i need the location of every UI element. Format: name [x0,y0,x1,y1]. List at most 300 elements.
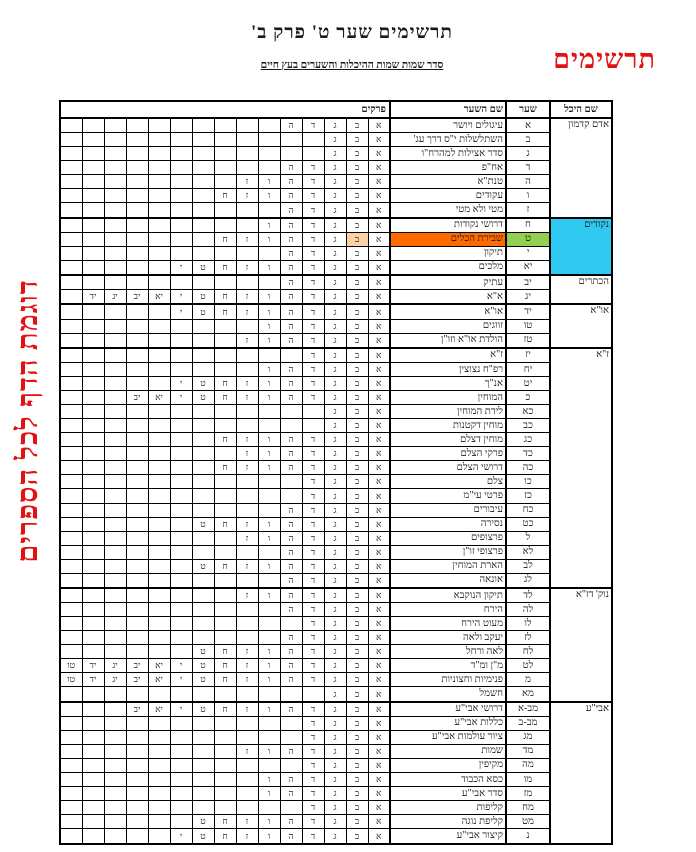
chapter-cell: ח [214,260,236,275]
chapter-cell [148,801,170,815]
chapter-cell [60,377,82,391]
chapter-cell: יא [148,702,170,717]
chapter-cell [214,730,236,744]
chapter-cell [60,617,82,631]
chapter-cell: ג [324,801,346,815]
chapter-cell [236,631,258,645]
gate-cell: מד [506,744,550,758]
chapter-cell: א [368,275,390,290]
chapter-cell [280,419,302,433]
table-row [60,687,612,702]
chapter-cell: ט [192,829,214,844]
chapter-cell [126,147,148,161]
chapter-cell: ח [214,659,236,673]
chapter-cell: ג [324,559,346,573]
chapter-cell: ה [280,246,302,260]
chapter-cell [126,730,148,744]
chapter-cell: ב [346,461,368,475]
gate-cell: לא [506,545,550,559]
chapter-cell: יב [126,702,148,717]
chapter-cell [148,319,170,333]
chapter-cell: ה [280,260,302,275]
chapter-cell: ג [324,290,346,305]
chapter-cell [82,118,104,133]
chapter-cell [104,772,126,786]
chapter-cell [170,161,192,175]
chapter-cell: א [368,290,390,305]
gate-cell: ז [506,203,550,218]
chapter-cell [192,573,214,588]
chapter-cell: ח [214,189,236,203]
gate-cell: מז [506,787,550,801]
chapter-cell [192,801,214,815]
chapter-cell: יד [82,659,104,673]
chapter-cell: ב [346,716,368,730]
chapter-cell [60,559,82,573]
table-row [60,275,612,290]
table-row [60,189,612,203]
chapter-cell [214,319,236,333]
chapter-cell [236,545,258,559]
gate-name-cell: דרושי נקודות [390,218,506,233]
chapter-cell [82,744,104,758]
table-row [60,419,612,433]
chapter-cell [126,645,148,659]
chapter-cell [148,829,170,844]
chapter-cell [280,687,302,702]
chapter-cell: ו [258,433,280,447]
gate-cell: כט [506,517,550,531]
chapter-cell [82,815,104,829]
gate-cell: לב [506,559,550,573]
chapter-cell [82,232,104,246]
chapter-cell: א [368,517,390,531]
gate-name-cell: מעוט הירח [390,617,506,631]
table-row [60,787,612,801]
chapter-cell: ו [258,588,280,603]
side-note: דוגמת הדף לכל הספרים [12,279,44,563]
chapter-cell: ג [324,545,346,559]
chapter-cell [82,559,104,573]
chapter-cell [214,603,236,617]
gate-cell: ו [506,189,550,203]
chapter-cell: ב [346,517,368,531]
chapter-cell: ב [346,829,368,844]
chapter-cell: ט [192,659,214,673]
chapter-cell [82,189,104,203]
chapter-cell [170,730,192,744]
chapter-cell: ו [258,333,280,348]
chapter-cell [60,744,82,758]
chapter-cell: ב [346,758,368,772]
chapter-cell [214,772,236,786]
chapter-cell [258,147,280,161]
gate-name-cell: מוחין דקטנות [390,419,506,433]
chapter-cell [170,348,192,363]
chapter-cell: ד [302,801,324,815]
chapter-cell [236,419,258,433]
chapter-cell: א [368,815,390,829]
table-row [60,603,612,617]
chapter-cell [104,588,126,603]
chapter-cell [82,161,104,175]
gate-cell: מא [506,687,550,702]
chapter-cell: א [368,829,390,844]
chapter-cell [82,603,104,617]
chapter-cell: ה [280,377,302,391]
chapter-cell: א [368,801,390,815]
chapter-cell [258,246,280,260]
chapter-cell: ו [258,815,280,829]
chapter-cell: א [368,503,390,517]
gate-cell: כח [506,503,550,517]
chapter-cell [82,517,104,531]
chapter-cell: ד [302,631,324,645]
chapter-cell [104,377,126,391]
chapter-cell: ג [324,133,346,147]
chapter-cell [192,175,214,189]
chapter-cell [148,744,170,758]
chapter-cell [104,730,126,744]
page-subtitle: סדר שמות שמות ההיכלות והשערים בעץ חיים [260,60,444,71]
chapter-cell [236,348,258,363]
chapter-cell: ב [346,801,368,815]
chapter-cell: ח [214,232,236,246]
chapter-cell [170,461,192,475]
chapter-cell: ב [346,573,368,588]
chapter-cell [192,433,214,447]
chapter-cell [126,246,148,260]
chapter-cell: ג [324,659,346,673]
chapter-cell: ב [346,348,368,363]
chapter-cell: ה [280,203,302,218]
gate-cell: יא [506,260,550,275]
chapter-cell [148,133,170,147]
gate-name-cell: אח"פ [390,161,506,175]
table-row [60,645,612,659]
chapter-cell: ו [258,319,280,333]
chapter-cell: יא [148,290,170,305]
chapter-cell [60,290,82,305]
chapter-cell: ב [346,333,368,348]
chapter-cell [214,687,236,702]
gate-name-cell: שבירת הכלים [390,232,506,246]
chapter-cell [214,489,236,503]
chapter-cell: ז [236,333,258,348]
hall-cell: הכתרים [550,275,612,304]
gate-cell: מג [506,730,550,744]
chapter-cell [280,348,302,363]
chapter-cell: ו [258,772,280,786]
chapter-cell [82,631,104,645]
chapter-cell: א [368,333,390,348]
chapter-cell [148,203,170,218]
chapter-cell [236,573,258,588]
chapter-cell [60,304,82,319]
chapter-cell [148,603,170,617]
chapter-cell [170,275,192,290]
table-row [60,246,612,260]
gate-name-cell: יעקב ולאה [390,631,506,645]
chapter-cell [214,147,236,161]
chapter-cell: ג [324,447,346,461]
gate-name-cell: דרושי אבי"ע [390,702,506,717]
chapter-cell: ו [258,531,280,545]
chapter-cell [214,175,236,189]
chapter-cell [302,133,324,147]
gate-cell: לה [506,603,550,617]
chapter-cell: ו [258,744,280,758]
chapter-cell: ג [324,260,346,275]
chapter-cell [170,787,192,801]
table-row [60,475,612,489]
chapter-cell [126,161,148,175]
chapter-cell: ח [214,815,236,829]
chapter-cell [82,133,104,147]
table-row [60,391,612,405]
chapter-cell [258,405,280,419]
chapter-cell [236,772,258,786]
chapter-cell [280,758,302,772]
chapter-cell: ח [214,829,236,844]
chapter-cell [214,161,236,175]
chapter-cell [82,203,104,218]
chapter-cell: ד [302,716,324,730]
chapter-cell [126,787,148,801]
chapter-cell [82,617,104,631]
chapter-cell: ו [258,447,280,461]
chapter-cell: ג [324,203,346,218]
chapter-cell: ד [302,787,324,801]
table-row [60,203,612,218]
column-header-gate-name: שם השער [390,101,506,118]
gate-cell: כו [506,475,550,489]
chapter-cell [148,161,170,175]
chapter-cell [192,617,214,631]
chapter-cell: ד [302,189,324,203]
chapter-cell: ב [346,559,368,573]
chapter-cell: ג [324,319,346,333]
chapter-cell: ג [324,304,346,319]
chapter-cell [148,489,170,503]
gate-name-cell: פרקי הצלם [390,447,506,461]
chapter-cell: א [368,405,390,419]
table-row [60,503,612,517]
chapter-cell [258,489,280,503]
chapter-cell: ט [192,304,214,319]
chapter-cell: ג [324,218,346,233]
chapter-cell: א [368,573,390,588]
chapter-cell [82,475,104,489]
table-row [60,461,612,475]
chapter-cell [170,319,192,333]
chapter-cell: א [368,260,390,275]
chapter-cell: ב [346,391,368,405]
chapter-cell: א [368,203,390,218]
chapter-cell [192,333,214,348]
chapter-cell [148,118,170,133]
table-row [60,617,612,631]
table-row [60,631,612,645]
chapter-cell [126,304,148,319]
chapter-cell: ג [324,603,346,617]
chapter-cell [258,603,280,617]
chapter-cell: ה [280,744,302,758]
chapter-cell [82,730,104,744]
chapter-cell: ו [258,645,280,659]
chapter-cell [192,758,214,772]
gate-cell: לח [506,645,550,659]
chapter-cell: ה [280,304,302,319]
chapter-cell [214,787,236,801]
chapter-cell [302,147,324,161]
chapter-cell: ה [280,503,302,517]
chapter-cell: ד [302,203,324,218]
chapter-cell: ד [302,363,324,377]
chapter-cell [258,419,280,433]
chapter-cell [82,333,104,348]
chapter-cell: ג [324,118,346,133]
table-row [60,363,612,377]
gate-name-cell: או"א [390,304,506,319]
chapter-cell: ד [302,829,324,844]
chapter-cell: ג [324,147,346,161]
chapter-cell: ו [258,260,280,275]
chapter-cell [192,730,214,744]
chapter-cell [82,433,104,447]
gate-cell: כא [506,405,550,419]
gate-cell: מה [506,758,550,772]
chapter-cell: י [170,659,192,673]
index-table [59,100,613,845]
chapter-cell: ו [258,673,280,687]
chapter-cell [148,559,170,573]
gate-name-cell: עקודים [390,189,506,203]
chapter-cell [60,588,82,603]
chapter-cell [104,744,126,758]
chapter-cell [192,489,214,503]
chapter-cell [170,232,192,246]
gate-name-cell: מוחין דצלם [390,433,506,447]
chapter-cell: ב [346,447,368,461]
chapter-cell [82,461,104,475]
chapter-cell: ב [346,531,368,545]
chapter-cell [148,631,170,645]
chapter-cell: ב [346,260,368,275]
gate-name-cell: לידת המוחין [390,405,506,419]
chapter-cell: ג [324,531,346,545]
chapter-cell [126,744,148,758]
chapter-cell [82,772,104,786]
chapter-cell [82,218,104,233]
chapter-cell: ג [324,232,346,246]
chapter-cell [170,617,192,631]
chapter-cell: ד [302,673,324,687]
chapter-cell [126,118,148,133]
chapter-cell [148,333,170,348]
chapter-cell [104,503,126,517]
chapter-cell [148,218,170,233]
chapter-cell: ג [324,815,346,829]
chapter-cell [104,405,126,419]
chapter-cell [170,218,192,233]
chapter-cell [236,275,258,290]
chapter-cell [104,246,126,260]
chapter-cell: ח [214,702,236,717]
chapter-cell: ד [302,545,324,559]
chapter-cell: ב [346,189,368,203]
chapter-cell [126,175,148,189]
gate-cell: מח [506,801,550,815]
chapter-cell: ח [214,433,236,447]
chapter-cell [214,744,236,758]
chapter-cell: ב [346,363,368,377]
chapter-cell: ג [324,333,346,348]
chapter-cell [170,433,192,447]
index-table-container [59,100,613,845]
gate-name-cell: הארת המוחין [390,559,506,573]
chapter-cell [280,475,302,489]
chapter-cell: ד [302,744,324,758]
chapter-cell: ה [280,631,302,645]
chapter-cell: ג [324,489,346,503]
chapter-cell: ו [258,787,280,801]
chapter-cell [236,603,258,617]
chapter-cell [236,730,258,744]
chapter-cell: ב [346,617,368,631]
chapter-cell: ב [346,475,368,489]
chapter-cell [60,391,82,405]
chapter-cell [170,716,192,730]
gate-cell: לט [506,659,550,673]
chapter-cell [192,363,214,377]
chapter-cell [82,175,104,189]
chapter-cell: ה [280,363,302,377]
chapter-cell: ד [302,531,324,545]
chapter-cell: ה [280,673,302,687]
chapter-cell: ב [346,133,368,147]
chapter-cell [280,716,302,730]
chapter-cell [126,260,148,275]
table-row [60,531,612,545]
chapter-cell: ד [302,461,324,475]
gate-name-cell: הירח [390,603,506,617]
chapter-cell [104,801,126,815]
gate-name-cell: כללות אבי"ע [390,716,506,730]
chapter-cell: ב [346,419,368,433]
chapter-cell [126,377,148,391]
chapter-cell [104,829,126,844]
chapter-cell: ב [346,588,368,603]
chapter-cell [104,363,126,377]
gate-cell: כ [506,391,550,405]
gate-cell: לד [506,588,550,603]
chapter-cell [60,275,82,290]
gate-cell: כד [506,447,550,461]
chapter-cell: ו [258,461,280,475]
chapter-cell [82,246,104,260]
chapter-cell [82,503,104,517]
chapter-cell: א [368,118,390,133]
chapter-cell: א [368,603,390,617]
chapter-cell: ט [192,645,214,659]
chapter-cell: ב [346,489,368,503]
chapter-cell: ח [214,391,236,405]
chapter-cell [126,475,148,489]
chapter-cell [126,447,148,461]
gate-name-cell: סדר אצילות למהרח"ו [390,147,506,161]
chapter-cell [104,118,126,133]
